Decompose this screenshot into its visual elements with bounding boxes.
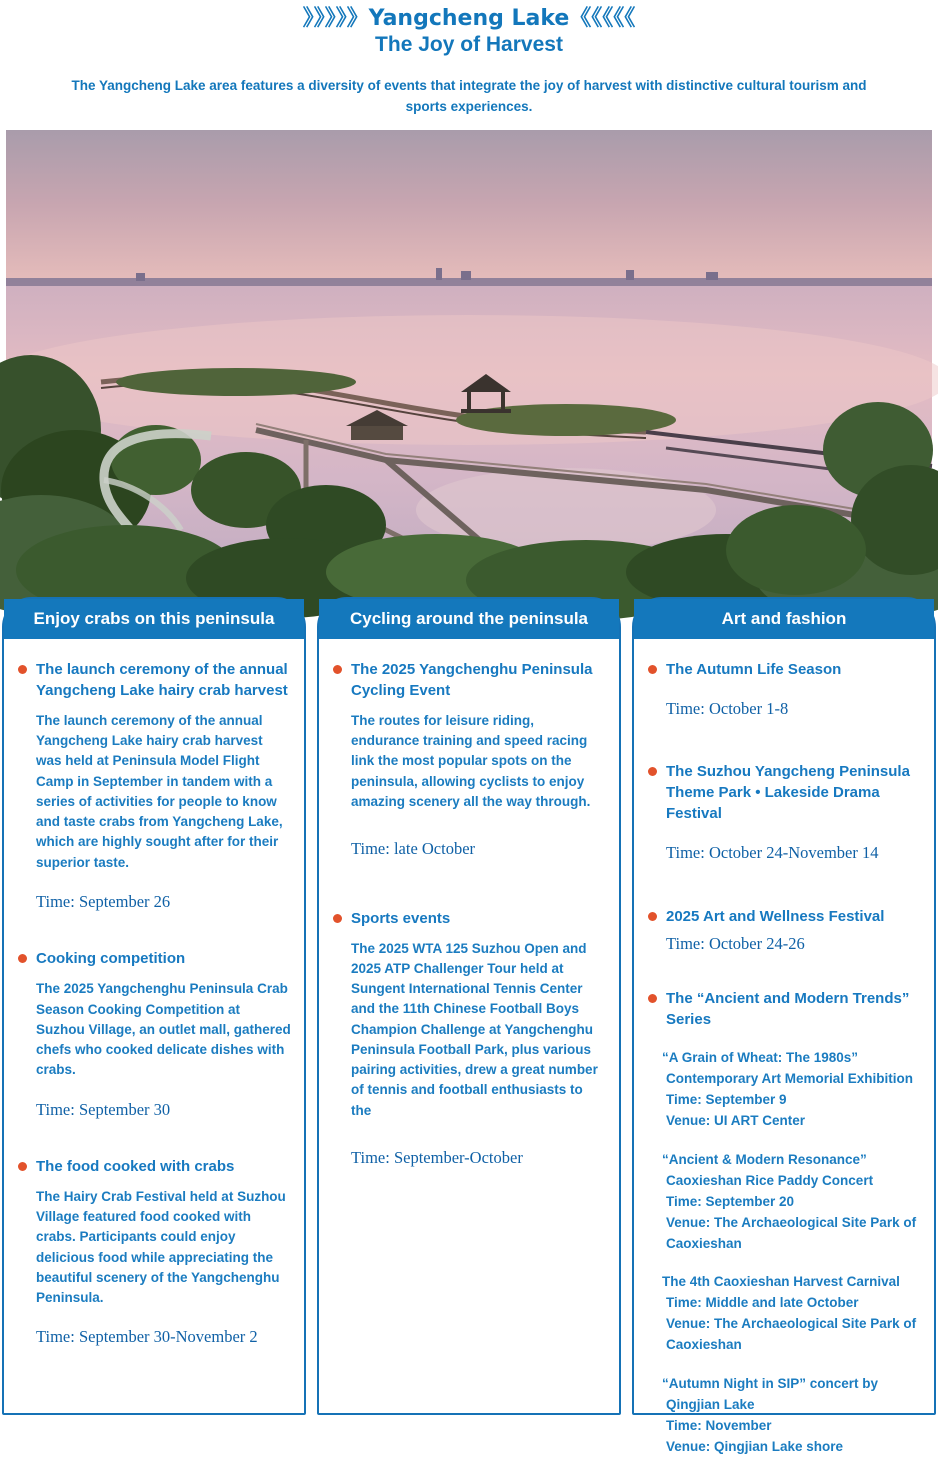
column-body — [634, 639, 934, 1470]
column-enjoy-crabs — [2, 597, 306, 1415]
column-body — [4, 639, 304, 1413]
item-title-text: The 2025 Yangchenghu Peninsula Cycling Event — [351, 660, 593, 699]
list-item — [16, 1156, 291, 1348]
bullet-icon — [648, 665, 657, 674]
hero-photo-lake-sunset — [6, 130, 932, 580]
subevent-name: The 4th Caoxieshan Harvest Carnival — [662, 1274, 900, 1290]
item-title-text: The Suzhou Yangcheng Peninsula Theme Park • Lakeside Drama Festival — [666, 763, 910, 823]
item-title — [16, 1156, 291, 1177]
item-time: Time: October 24-26 — [666, 933, 805, 953]
subevent — [662, 1048, 921, 1132]
bullet-icon — [18, 1162, 27, 1171]
bullet-icon — [18, 665, 27, 674]
bullet-icon — [18, 954, 27, 963]
list-item — [16, 659, 291, 912]
column-header-enjoy-crabs: Enjoy crabs on this peninsula — [4, 599, 304, 639]
list-item — [331, 659, 606, 860]
item-title — [331, 908, 606, 929]
item-body: The 2025 WTA 125 Suzhou Open and 2025 ATP Challenger Tour held at Sungent International Tennis Center and the 11th Chinese Football Boys Champion Challenge at Yangchenghu Peninsula Football Park, plus various pairing activities, drew a great number of tennis and football enthusiasts to the — [351, 940, 598, 1118]
page-subtitle: The Joy of Harvest — [375, 33, 563, 57]
page-description: The Yangcheng Lake area features a diversity of events that integrate the joy of harvest with distinctive cultural tourism and sports experiences. — [71, 77, 867, 115]
list-item — [646, 906, 921, 954]
item-time: Time: October 1-8 — [666, 698, 789, 718]
bullet-icon — [648, 994, 657, 1003]
item-title — [646, 906, 921, 927]
subevent-time: Time: September 20 — [666, 1193, 795, 1209]
column-art-and-fashion — [632, 597, 936, 1454]
page-title: 》》》》》Yangcheng Lake《《《《《 — [302, 6, 636, 31]
item-title — [646, 988, 921, 1030]
subevent-venue: Venue: UI ART Center — [666, 1112, 806, 1128]
column-header-cycling: Cycling around the peninsula — [319, 599, 619, 639]
item-time: Time: September 26 — [36, 891, 171, 911]
subevent-venue: Venue: The Archaeological Site Park of Caoxieshan — [666, 1316, 917, 1353]
item-time: Time: late October — [351, 839, 476, 859]
item-title-text: Cooking competition — [36, 950, 186, 968]
bullet-icon — [333, 665, 342, 674]
item-title-text: The launch ceremony of the annual Yangcheng Lake hairy crab harvest — [36, 660, 288, 699]
bullet-icon — [648, 767, 657, 776]
item-time: Time: September 30 — [36, 1099, 171, 1119]
subevent — [662, 1272, 921, 1356]
list-item — [646, 659, 921, 719]
list-item — [331, 908, 606, 1169]
item-title — [646, 761, 921, 824]
item-title-text: The “Ancient and Modern Trends” Series — [666, 990, 910, 1029]
lake-sunset-illustration — [6, 130, 932, 580]
item-body: The Hairy Crab Festival held at Suzhou Village featured food cooked with crabs. Participants could enjoy delicious food while appreciating the beautiful scenery of the Yangchenghu Peninsula. — [36, 1188, 286, 1306]
item-title — [646, 659, 921, 680]
item-body: The 2025 Yangchenghu Peninsula Crab Season Cooking Competition at Suzhou Village, an outlet mall, gathered chefs who cooked delicate dishes with crabs. — [36, 981, 291, 1078]
item-title — [16, 659, 291, 701]
bullet-icon — [648, 912, 657, 921]
column-header-art-and-fashion: Art and fashion — [634, 599, 934, 639]
list-item — [646, 988, 921, 1458]
item-time: Time: September 30-November 2 — [36, 1327, 258, 1347]
item-body: The routes for leisure riding, endurance training and speed racing link the most popular spots on the peninsula, allowing cyclists to enjoy amazing scenery all the way through. — [351, 712, 591, 809]
item-title — [16, 948, 291, 969]
column-cycling — [317, 597, 621, 1415]
subevent — [662, 1374, 921, 1458]
item-title — [331, 659, 606, 701]
subevent — [662, 1150, 921, 1255]
item-body: The launch ceremony of the annual Yangcheng Lake hairy crab harvest was held at Peninsula Model Flight Camp in September in tandem with a series of activities for people to know and taste crabs from Yangcheng Lake, which are highly sought after for their superior taste. — [36, 712, 283, 870]
list-item — [16, 948, 291, 1120]
item-title-text: The Autumn Life Season — [666, 660, 842, 678]
subevent-name: “A Grain of Wheat: The 1980s” Contemporary Art Memorial Exhibition — [662, 1050, 914, 1087]
page-header — [0, 0, 938, 118]
list-item — [646, 761, 921, 863]
bullet-icon — [333, 914, 342, 923]
info-columns — [0, 597, 938, 1454]
item-time: Time: September-October — [351, 1147, 523, 1167]
subevent-venue: Venue: The Archaeological Site Park of Caoxieshan — [666, 1214, 917, 1251]
subevent-name: “Ancient & Modern Resonance” Caoxieshan Rice Paddy Concert — [662, 1151, 874, 1188]
subevent-time: Time: September 9 — [666, 1091, 787, 1107]
item-title-text: 2025 Art and Wellness Festival — [666, 907, 885, 925]
subevent-venue: Venue: Qingjian Lake shore — [666, 1438, 844, 1454]
subevent-time: Time: November — [666, 1417, 772, 1433]
column-body — [319, 639, 619, 1413]
item-time: Time: October 24-November 14 — [666, 843, 879, 863]
item-title-text: Sports events — [351, 909, 451, 927]
item-title-text: The food cooked with crabs — [36, 1157, 235, 1175]
subevent-name: “Autumn Night in SIP” concert by Qingjian Lake — [662, 1376, 879, 1413]
subevent-time: Time: Middle and late October — [666, 1295, 859, 1311]
